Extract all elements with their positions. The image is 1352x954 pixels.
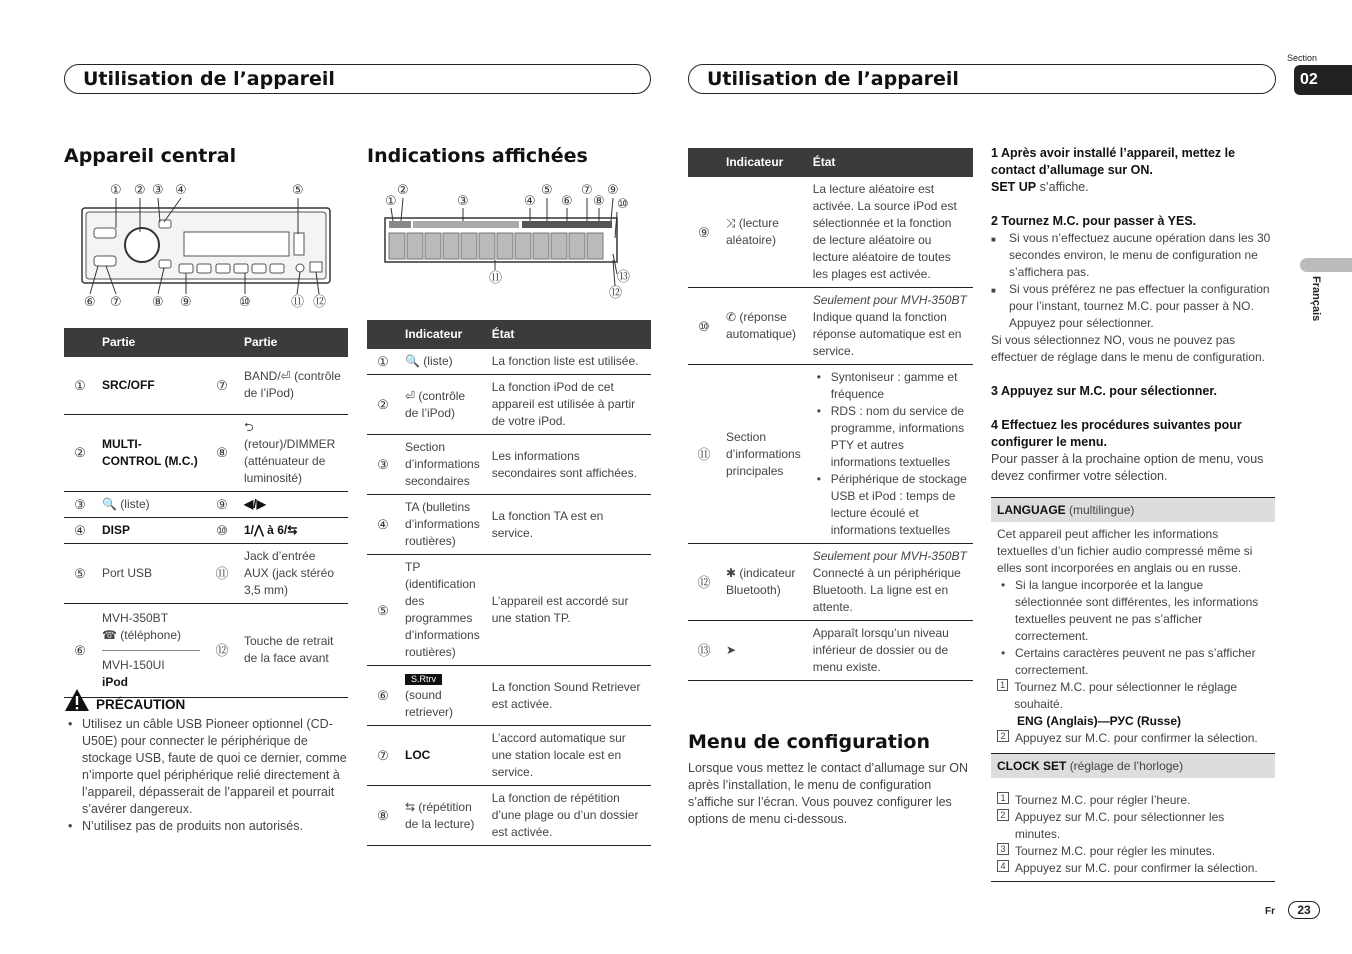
menu-intro: Lorsque vous mettez le contact d’allumage sur ON après l’installation, le menu de configuration s’affiche sur l’écran. Vous pouvez configurer les options de menu ci-dessous. bbox=[688, 761, 968, 826]
table-row bbox=[367, 666, 651, 726]
state-text: Connecté à un périphérique Bluetooth. La ligne est en attente. bbox=[812, 566, 961, 614]
state-text: Indique quand la fonction réponse automatique est en service. bbox=[812, 310, 962, 358]
part-name: Port USB bbox=[96, 543, 206, 603]
part-name-variants bbox=[96, 603, 206, 697]
table-row bbox=[367, 435, 651, 495]
caution-title: PRÉCAUTION bbox=[96, 697, 186, 712]
table-row bbox=[64, 517, 348, 543]
state: Les informations secondaires sont affichées. bbox=[486, 435, 651, 495]
row-number: ⑩ bbox=[206, 517, 238, 543]
table-row bbox=[367, 375, 651, 435]
part-name: BAND/⏎ (contrôle de l’iPod) bbox=[238, 357, 348, 414]
phone-label: ☎ (téléphone) bbox=[102, 627, 200, 651]
table-row bbox=[64, 543, 348, 603]
row-number: ⑧ bbox=[367, 786, 399, 846]
table-row bbox=[688, 177, 973, 288]
right-header-title: Utilisation de l’appareil bbox=[707, 68, 959, 90]
svg-text:②: ② bbox=[397, 183, 409, 198]
indicator: ⤨ (lecture aléatoire) bbox=[720, 177, 807, 288]
part-name: ◀/▶ bbox=[238, 491, 348, 517]
section-number: 02 bbox=[1294, 65, 1352, 95]
row-number: ⑫ bbox=[688, 544, 720, 621]
indicator: Section d’informations principales bbox=[720, 365, 807, 544]
state bbox=[807, 288, 973, 365]
table-row bbox=[64, 491, 348, 517]
language-step: Tournez M.C. pour sélectionner le réglage souhaité. bbox=[1014, 680, 1238, 711]
state bbox=[807, 365, 973, 544]
row-number: ④ bbox=[367, 495, 399, 555]
row-number: ⑥ bbox=[64, 603, 96, 697]
language-step: Appuyez sur M.C. pour confirmer la sélection. bbox=[1015, 731, 1258, 745]
step-3: 3 Appuyez sur M.C. pour sélectionner. bbox=[991, 384, 1217, 398]
language-bullet: • Si la langue incorporée et la langue sélectionnée sont différentes, les informations textuelles peuvent ne pas s’afficher correctement. bbox=[997, 577, 1269, 645]
state bbox=[807, 544, 973, 621]
indicator: Section d’informations secondaires bbox=[399, 435, 486, 495]
left-header bbox=[64, 64, 651, 94]
language-subtitle: (multilingue) bbox=[1069, 503, 1135, 517]
row-number: ⑪ bbox=[688, 365, 720, 544]
table-row bbox=[367, 726, 651, 786]
svg-text:⑬: ⑬ bbox=[617, 270, 631, 285]
language-title: LANGUAGE bbox=[997, 503, 1066, 517]
language-box: LANGUAGE (multilingue) Cet appareil peut afficher les informations textuelles d’un fichier audio compressé même si elles sont incorporées en anglais ou en russe. • Si la langue incorporée et la langue sélectionnée sont différentes, les informations textuelles peuvent ne pas s’afficher correctement. • Certains caractères peuvent ne pas s’afficher correctement. 1 Tournez M.C. pour sélectionner le réglage souhaité. ENG (Anglais)—РУС (Russe) 2 Appuyez sur M.C. pour confirmer la sélection. CLOCK SET (réglage de l’horloge) 1 Tournez M.C. pour régler l’heure. 2 Appuyez sur M.C. pour sélectionner les minutes. 3 Tournez M.C. pour régler les minutes. 4 Appuyez sur M.C. pour confirmer la sélection. bbox=[991, 497, 1275, 882]
parts-table bbox=[64, 328, 348, 698]
row-number: ⑧ bbox=[206, 414, 238, 491]
indicator: TP (identification des programmes d’informations routières) bbox=[399, 555, 486, 666]
table-row bbox=[688, 544, 973, 621]
svg-text:⑥: ⑥ bbox=[561, 194, 573, 209]
step-4-text: Pour passer à la prochaine option de menu, vous devez confirmer votre sélection. bbox=[991, 452, 1264, 483]
row-number: ② bbox=[367, 375, 399, 435]
row-number: ⑬ bbox=[688, 621, 720, 681]
svg-text:③: ③ bbox=[152, 183, 164, 198]
indicators-table bbox=[367, 320, 651, 846]
svg-text:①: ① bbox=[385, 194, 397, 209]
step-2-after: Si vous sélectionnez NO, vous ne pouvez pas effectuer de réglage dans le menu de configuration. bbox=[991, 333, 1265, 364]
row-number: ⑦ bbox=[367, 726, 399, 786]
language-options: ENG (Anglais)—РУС (Russe) bbox=[1017, 714, 1181, 728]
svg-text:⑪: ⑪ bbox=[489, 271, 503, 286]
step-2: 2 Tournez M.C. pour passer à YES. bbox=[991, 214, 1197, 228]
row-number: ② bbox=[64, 414, 96, 491]
section-label: Section bbox=[1287, 53, 1318, 63]
indicator: 🔍 (liste) bbox=[399, 349, 486, 375]
step-4: 4 Effectuez les procédures suivantes pour configurer le menu. bbox=[991, 418, 1242, 449]
indicator: LOC bbox=[399, 726, 486, 786]
table-row bbox=[688, 621, 973, 681]
display-illustration bbox=[367, 178, 651, 303]
indicator-text: (sound retriever) bbox=[405, 688, 454, 719]
clock-step: Appuyez sur M.C. pour sélectionner les minutes. bbox=[1014, 810, 1225, 841]
svg-text:⑦: ⑦ bbox=[581, 183, 593, 198]
state-note: Seulement pour MVH-350BT bbox=[812, 549, 967, 563]
language-text: Cet appareil peut afficher les informations textuelles d’un fichier audio compressé même si elles sont incorporées en anglais ou en russe. bbox=[997, 527, 1253, 575]
svg-text:⑫: ⑫ bbox=[609, 286, 623, 301]
col-header-partie-2: Partie bbox=[238, 328, 348, 357]
heading-indications: Indications affichées bbox=[367, 145, 588, 167]
part-name: ⮌ (retour)/DIMMER (atténuateur de luminosité) bbox=[238, 414, 348, 491]
svg-text:⑦: ⑦ bbox=[110, 295, 122, 310]
table-row bbox=[367, 786, 651, 846]
col-header-indicateur: Indicateur bbox=[720, 148, 807, 177]
step-2-note: ■ Si vous n’effectuez aucune opération dans les 30 secondes environ, le menu de configuration ne s’affichera pas. bbox=[991, 230, 1275, 281]
state: La fonction liste est utilisée. bbox=[486, 349, 651, 375]
device-illustration bbox=[64, 178, 348, 313]
row-number: ① bbox=[367, 349, 399, 375]
indicator: ➤ bbox=[720, 621, 807, 681]
side-tab bbox=[1300, 258, 1352, 272]
heading-appareil-central: Appareil central bbox=[64, 145, 237, 167]
svg-text:③: ③ bbox=[457, 194, 469, 209]
clock-title: CLOCK SET bbox=[997, 759, 1067, 773]
caution-block bbox=[64, 688, 350, 835]
state: La fonction TA est en service. bbox=[486, 495, 651, 555]
svg-text:①: ① bbox=[110, 183, 122, 198]
row-number: ⑤ bbox=[367, 555, 399, 666]
row-number: ⑤ bbox=[64, 543, 96, 603]
table-row bbox=[367, 555, 651, 666]
step-1: 1 Après avoir installé l’appareil, mettez le contact d’allumage sur ON. bbox=[991, 146, 1236, 177]
state: Apparaît lorsqu’un niveau inférieur de dossier ou de menu existe. bbox=[807, 621, 973, 681]
setup-text: s’affiche. bbox=[1036, 180, 1089, 194]
setup-label: SET UP bbox=[991, 180, 1037, 194]
state: L’accord automatique sur une station locale est en service. bbox=[486, 726, 651, 786]
footer-lang: Fr bbox=[1265, 906, 1275, 917]
svg-text:⑨: ⑨ bbox=[607, 183, 619, 198]
ipod-label: iPod bbox=[102, 674, 128, 689]
caution-item: • Utilisez un câble USB Pioneer optionnel (CD-U50E) pour connecter le périphérique de stockage USB, faute de quoi ce dernier, comme n’importe quel périphérique relié directement à l’appareil, dépasserait de l’appareil et pourrait s’avérer dangereux. bbox=[64, 716, 350, 818]
table-row bbox=[688, 288, 973, 365]
part-name: Jack d’entrée AUX (jack stéréo 3,5 mm) bbox=[238, 543, 348, 603]
part-name: 🔍 (liste) bbox=[96, 491, 206, 517]
steps-block bbox=[991, 145, 1275, 485]
svg-text:④: ④ bbox=[524, 194, 536, 209]
heading-menu-config: Menu de configuration bbox=[688, 731, 930, 753]
part-name: DISP bbox=[96, 517, 206, 543]
col-header-indicateur: Indicateur bbox=[399, 320, 486, 349]
row-number: ④ bbox=[64, 517, 96, 543]
svg-text:⑤: ⑤ bbox=[292, 183, 304, 198]
left-header-title: Utilisation de l’appareil bbox=[83, 68, 335, 90]
svg-text:⑥: ⑥ bbox=[84, 295, 96, 310]
svg-text:②: ② bbox=[134, 183, 146, 198]
col-header-etat: État bbox=[486, 320, 651, 349]
state: La fonction Sound Retriever est activée. bbox=[486, 666, 651, 726]
state: La fonction de répétition d’une plage ou d’un dossier est activée. bbox=[486, 786, 651, 846]
svg-text:⑪: ⑪ bbox=[291, 295, 305, 310]
sound-retriever-badge: S.Rtrv bbox=[405, 674, 442, 685]
clock-subtitle: (réglage de l’horloge) bbox=[1069, 759, 1184, 773]
row-number: ③ bbox=[64, 491, 96, 517]
clock-step: Tournez M.C. pour régler l’heure. bbox=[1015, 793, 1191, 807]
clock-step: Appuyez sur M.C. pour confirmer la sélection. bbox=[1015, 861, 1258, 875]
table-row bbox=[367, 495, 651, 555]
table-row bbox=[64, 414, 348, 491]
row-number: ⑦ bbox=[206, 357, 238, 414]
svg-text:⑩: ⑩ bbox=[239, 295, 251, 310]
warning-icon bbox=[64, 688, 90, 712]
svg-text:⑩: ⑩ bbox=[617, 197, 629, 212]
svg-text:⑫: ⑫ bbox=[313, 295, 327, 310]
row-number: ⑨ bbox=[688, 177, 720, 288]
indicator: TA (bulletins d’informations routières) bbox=[399, 495, 486, 555]
part-name: MULTI-CONTROL (M.C.) bbox=[96, 414, 206, 491]
state-bullet: • RDS : nom du service de programme, informations PTY et autres informations textuelles bbox=[813, 403, 967, 471]
model-350bt: MVH-350BT bbox=[102, 610, 169, 625]
svg-text:⑧: ⑧ bbox=[593, 194, 605, 209]
col-header-etat: État bbox=[807, 148, 973, 177]
state: L’appareil est accordé sur une station TP. bbox=[486, 555, 651, 666]
row-number: ⑥ bbox=[367, 666, 399, 726]
state-note: Seulement pour MVH-350BT bbox=[812, 293, 967, 307]
state-bullet: • Périphérique de stockage USB et iPod : temps de lecture écoulé et informations textuelles bbox=[813, 471, 967, 539]
side-tab-label: Français bbox=[1310, 276, 1322, 322]
part-name: 1/⋀ à 6/⇆ bbox=[238, 517, 348, 543]
caution-item: • N’utilisez pas de produits non autorisés. bbox=[64, 818, 350, 835]
state: La fonction iPod de cet appareil est utilisée à partir de votre iPod. bbox=[486, 375, 651, 435]
svg-text:⑨: ⑨ bbox=[180, 295, 192, 310]
svg-text:⑧: ⑧ bbox=[152, 295, 164, 310]
svg-text:⑤: ⑤ bbox=[541, 183, 553, 198]
indicators-table-continued bbox=[688, 148, 973, 681]
page-number: 23 bbox=[1288, 901, 1320, 919]
clock-step: Tournez M.C. pour régler les minutes. bbox=[1015, 844, 1216, 858]
part-name: SRC/OFF bbox=[96, 357, 206, 414]
language-bullet: • Certains caractères peuvent ne pas s’afficher correctement. bbox=[997, 645, 1269, 679]
col-header-partie-1: Partie bbox=[96, 328, 206, 357]
svg-text:④: ④ bbox=[175, 183, 187, 198]
row-number: ⑨ bbox=[206, 491, 238, 517]
indicator bbox=[399, 666, 486, 726]
indicator: ✱ (indicateur Bluetooth) bbox=[720, 544, 807, 621]
indicator: ⇆ (répétition de la lecture) bbox=[399, 786, 486, 846]
indicator: ✆ (réponse automatique) bbox=[720, 288, 807, 365]
state: La lecture aléatoire est activée. La source iPod est sélectionnée et la fonction de lecture aléatoire ou lecture aléatoire de toutes les plages est activée. bbox=[807, 177, 973, 288]
table-row bbox=[367, 349, 651, 375]
part-name: Touche de retrait de la face avant bbox=[238, 603, 348, 697]
row-number: ⑩ bbox=[688, 288, 720, 365]
table-row bbox=[688, 365, 973, 544]
row-number: ⑪ bbox=[206, 543, 238, 603]
row-number: ⑫ bbox=[206, 603, 238, 697]
table-row bbox=[64, 357, 348, 414]
row-number: ① bbox=[64, 357, 96, 414]
model-150ui: MVH-150UI bbox=[102, 657, 165, 672]
row-number: ③ bbox=[367, 435, 399, 495]
step-2-note: ■ Si vous préférez ne pas effectuer la configuration pour l’instant, tournez M.C. pour passer à NO. Appuyez pour sélectionner. bbox=[991, 281, 1275, 332]
state-bullet: • Syntoniseur : gamme et fréquence bbox=[813, 369, 967, 403]
right-header bbox=[688, 64, 1276, 94]
indicator: ⏎ (contrôle de l’iPod) bbox=[399, 375, 486, 435]
table-row bbox=[64, 603, 348, 697]
